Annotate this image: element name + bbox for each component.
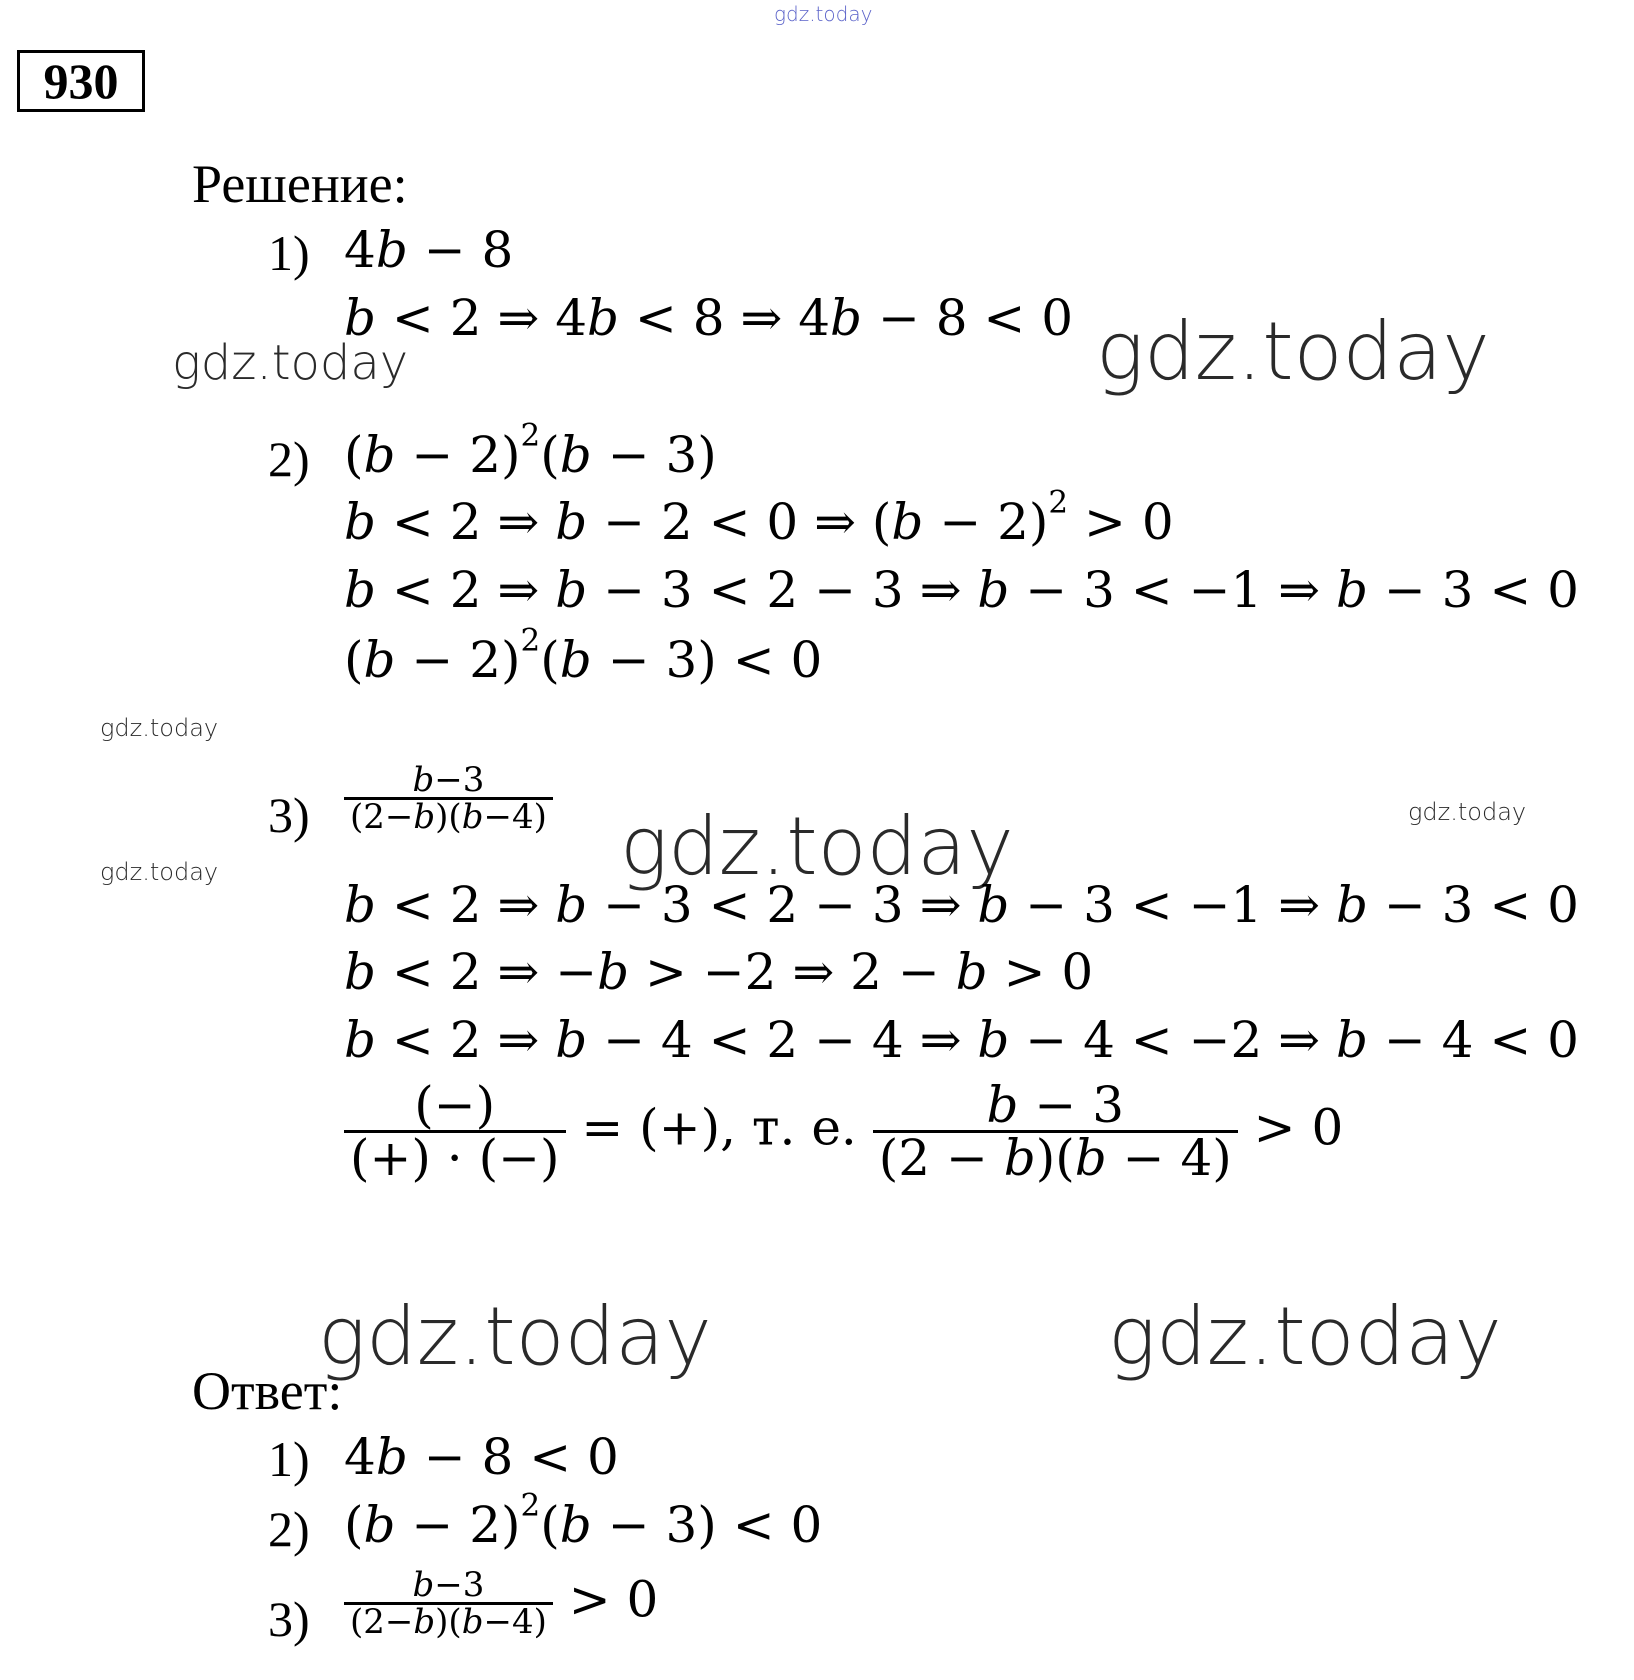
solution-heading: Решение:	[192, 154, 408, 214]
watermark: gdz.today	[620, 800, 1014, 893]
answer-number-2: 2)	[268, 1501, 310, 1557]
inequality-3b: b < 2 ⇒ −b > −2 ⇒ 2 − b > 0	[344, 943, 1094, 1001]
inequality-3c: b < 2 ⇒ b − 4 < 2 − 4 ⇒ b − 4 < −2 ⇒ b − 4 < 0	[344, 1011, 1579, 1069]
inequality-1: b < 2 ⇒ 4b < 8 ⇒ 4b − 8 < 0	[344, 289, 1074, 347]
watermark: gdz.today	[1408, 798, 1527, 826]
fraction-3: $\frac{b-3}{(2-b)(b-4)}$	[344, 763, 553, 834]
expression-2: $(b - 2)^2(b - 3)$	[344, 417, 717, 484]
sign-conclusion: $\frac{(-)}{(+) \cdot (-)}$ = (+), т. е. $\frac{b - 3}{(2 - b)(b - 4)}$ > 0	[344, 1080, 1343, 1183]
inequality-2b: b < 2 ⇒ b − 3 < 2 − 3 ⇒ b − 3 < −1 ⇒ b − 3 < 0	[344, 561, 1579, 619]
answer-number-3: 3)	[268, 1591, 310, 1647]
inequality-3a: b < 2 ⇒ b − 3 < 2 − 3 ⇒ b − 3 < −1 ⇒ b − 3 < 0	[344, 876, 1579, 934]
watermark: gdz.today	[172, 335, 409, 391]
answer-heading: Ответ:	[192, 1361, 343, 1421]
item-number-1: 1)	[268, 225, 310, 281]
problem-number: 930	[17, 50, 145, 112]
answer-1: 4b − 8 < 0	[344, 1428, 619, 1486]
item-number-3: 3)	[268, 787, 310, 843]
watermark: gdz.today	[1108, 1290, 1502, 1383]
answer-2: $(b - 2)^2(b - 3) < 0$	[344, 1487, 823, 1554]
answer-3: $\frac{b-3}{(2-b)(b-4)}$ > 0	[344, 1568, 658, 1639]
watermark: gdz.today	[100, 714, 219, 742]
watermark: gdz.today	[100, 858, 219, 886]
watermark: gdz.today	[1096, 305, 1490, 398]
answer-number-1: 1)	[268, 1431, 310, 1487]
watermark-top: gdz.today	[774, 2, 873, 26]
phrase-te: т. е.	[751, 1098, 857, 1157]
inequality-2a: b < 2 ⇒ b − 2 < 0 ⇒ $(b - 2)^2 > 0$	[344, 484, 1174, 551]
watermark: gdz.today	[318, 1290, 712, 1383]
expression-1: 4b − 8	[344, 221, 514, 279]
item-number-2: 2)	[268, 431, 310, 487]
inequality-2c: $(b - 2)^2(b - 3) < 0$	[344, 622, 823, 689]
